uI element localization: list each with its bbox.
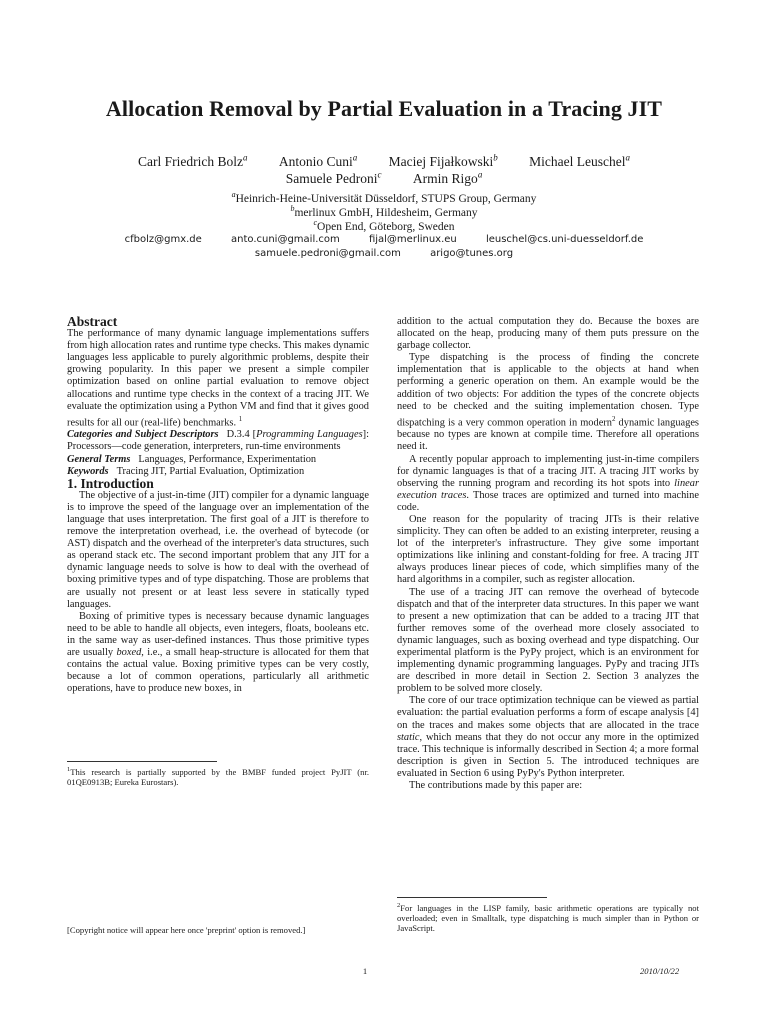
author: Michael Leuschel$^a$	[529, 152, 630, 169]
abstract-heading: Abstract	[67, 314, 118, 329]
abstract-text: The performance of many dynamic language implementations suffers from high allocation rates and runtime type checks. This makes dynamic languages less applicable to purely algorithmic problems, despite their growing popularity. In this paper we present a simple compiler optimization based on online partial evaluation to remove object allocations and runtime type checks in the context of a tracing JIT. We evaluate the optimization using a Python VM and find that it gives good results for all our (real-life) benchmarks. $^1$	[67, 328, 369, 429]
footnote-1: $^1$This research is partially supported by the BMBF funded project PyJIT (nr. 01QE0913B; Eureka Eurostars).	[67, 761, 369, 787]
email: fijal@merlinux.eu	[368, 234, 457, 245]
intro-paragraph: Type dispatching is the process of finding the concrete implementation that is applicable to the objects at hand when performing a generic operation on them. An example would be the addition of two objects: For addition the types of the concrete objects need to be checked and the suiting implementation chosen. Type dispatching is a very common operation in modern$^2$ dynamic languages because no types are known at compile time. Therefore all operations need it.	[397, 352, 699, 453]
author: Antonio Cuni$^a$	[278, 152, 358, 169]
page-number: 1	[362, 966, 368, 976]
paper-title: Allocation Removal by Partial Evaluation in a Tracing JIT	[105, 96, 663, 121]
email: arigo@tunes.org	[430, 248, 514, 259]
email: samuele.pedroni@gmail.com	[254, 248, 401, 259]
author: Maciej Fijałkowski$^b$	[388, 152, 498, 169]
author-line-2	[0, 169, 768, 187]
introduction-heading: 1. Introduction	[67, 475, 154, 491]
intro-paragraph: The objective of a just-in-time (JIT) compiler for a dynamic language is to improve the speed of the language over an implementation of the language that uses interpretation. The first goal of a JIT is therefore to remove the interpretation overhead, i.e. the overhead of bytecode (or AST) dispatch and the overhead of the interpreter's data structures, such as operand stack etc. The second important problem that any JIT for a dynamic language needs to solve is how to deal with the overhead of boxing primitive types and of type dispatching. Those are problems that are usually not present or at least less severe in statically typed languages.	[67, 489, 369, 610]
email: leuschel@cs.uni-duesseldorf.de	[485, 234, 644, 245]
preprint-date: 2010/10/22	[640, 966, 680, 976]
right-column	[397, 316, 699, 792]
intro-paragraph: Boxing of primitive types is necessary because dynamic languages need to be able to handle all objects, even integers, floats, booleans etc. in the same way as user-defined instances. Thus those primitive types are usually boxed, i.e., a small heap-structure is allocated for them that contains the actual value. Boxing primitive types can be very costly, because a lot of common operations, particularly all arithmetic operations, have to produce new boxes, in	[67, 610, 369, 695]
footnote-rule	[67, 761, 217, 762]
footnote-2: $^2$For languages in the LISP family, basic arithmetic operations are typically not overloaded; even in Smalltalk, type dispatching is much simpler than in Python or JavaScript.	[397, 897, 699, 933]
affiliation: $^a$Heinrich-Heine-Universität Düsseldorf, STUPS Group, Germany	[231, 190, 537, 205]
categories: Categories and Subject Descriptors D.3.4 [Programming Languages]: Processors—code generation, interpreters, run-time environments	[67, 429, 369, 453]
intro-paragraph: The contributions made by this paper are:	[409, 780, 583, 792]
copyright-notice: [Copyright notice will appear here once 'preprint' option is removed.]	[67, 925, 306, 935]
affiliation: $^b$merlinux GmbH, Hildesheim, Germany	[290, 204, 478, 219]
intro-paragraph: One reason for the popularity of tracing JITs is their relative simplicity. They can often be added to an existing interpreter, reusing a lot of the interpreter's infrastructure. They give some important optimizations like inlining and constant-folding for free. A tracing JIT always produces linear pieces of code, which simplifies many of the hard algorithms in a compiler, such as register allocation.	[397, 513, 699, 586]
footnote-rule	[397, 897, 547, 898]
keywords: Keywords Tracing JIT, Partial Evaluation, Optimization	[67, 465, 305, 477]
intro-paragraph: The use of a tracing JIT can remove the overhead of bytecode dispatch and that of the interpreter data structures. In this paper we want to present a new optimization that can be added to a tracing JIT that further removes some of the overhead more closely associated to dynamic languages, such as boxing overhead and type dispatching. Our experimental platform is the PyPy project, which is an environment for implementing dynamic programming languages. PyPy and tracing JITs are described in more detail in Section 2. Section 3 analyzes the problem to be solved more closely.	[397, 586, 699, 695]
intro-paragraph: addition to the actual computation they do. Because the boxes are allocated on the heap, producing many of them puts pressure on the garbage collector.	[397, 316, 699, 352]
author: Armin Rigo$^a$	[412, 169, 483, 186]
author: Samuele Pedroni$^c$	[285, 169, 382, 186]
email-line-2	[0, 248, 768, 259]
general-terms: General Terms Languages, Performance, Experimentation	[67, 453, 317, 465]
author: Carl Friedrich Bolz$^a$	[138, 152, 248, 169]
left-column	[67, 316, 369, 695]
author-line-1	[0, 152, 768, 170]
intro-paragraph: The core of our trace optimization technique can be viewed as partial evaluation: the partial evaluation performs a form of escape analysis [4] on the traces and makes some objects that are allocated in the trace static, which means that they do not occur any more in the optimized trace. This technique is informally described in Section 4; a more formal description is given in Section 5. The introduced techniques are evaluated in Section 6 using PyPy's Python interpreter.	[397, 695, 699, 779]
email-line-1	[0, 234, 768, 245]
email: anto.cuni@gmail.com	[230, 234, 340, 245]
intro-paragraph: A recently popular approach to implementing just-in-time compilers for dynamic languages is that of a tracing JIT. A tracing JIT works by observing the running program and recording its hot spots into linear execution traces. Those traces are optimized and turned into machine code.	[397, 453, 699, 513]
affiliation: $^c$Open End, Göteborg, Sweden	[313, 218, 455, 233]
email: cfbolz@gmx.de	[124, 234, 202, 245]
